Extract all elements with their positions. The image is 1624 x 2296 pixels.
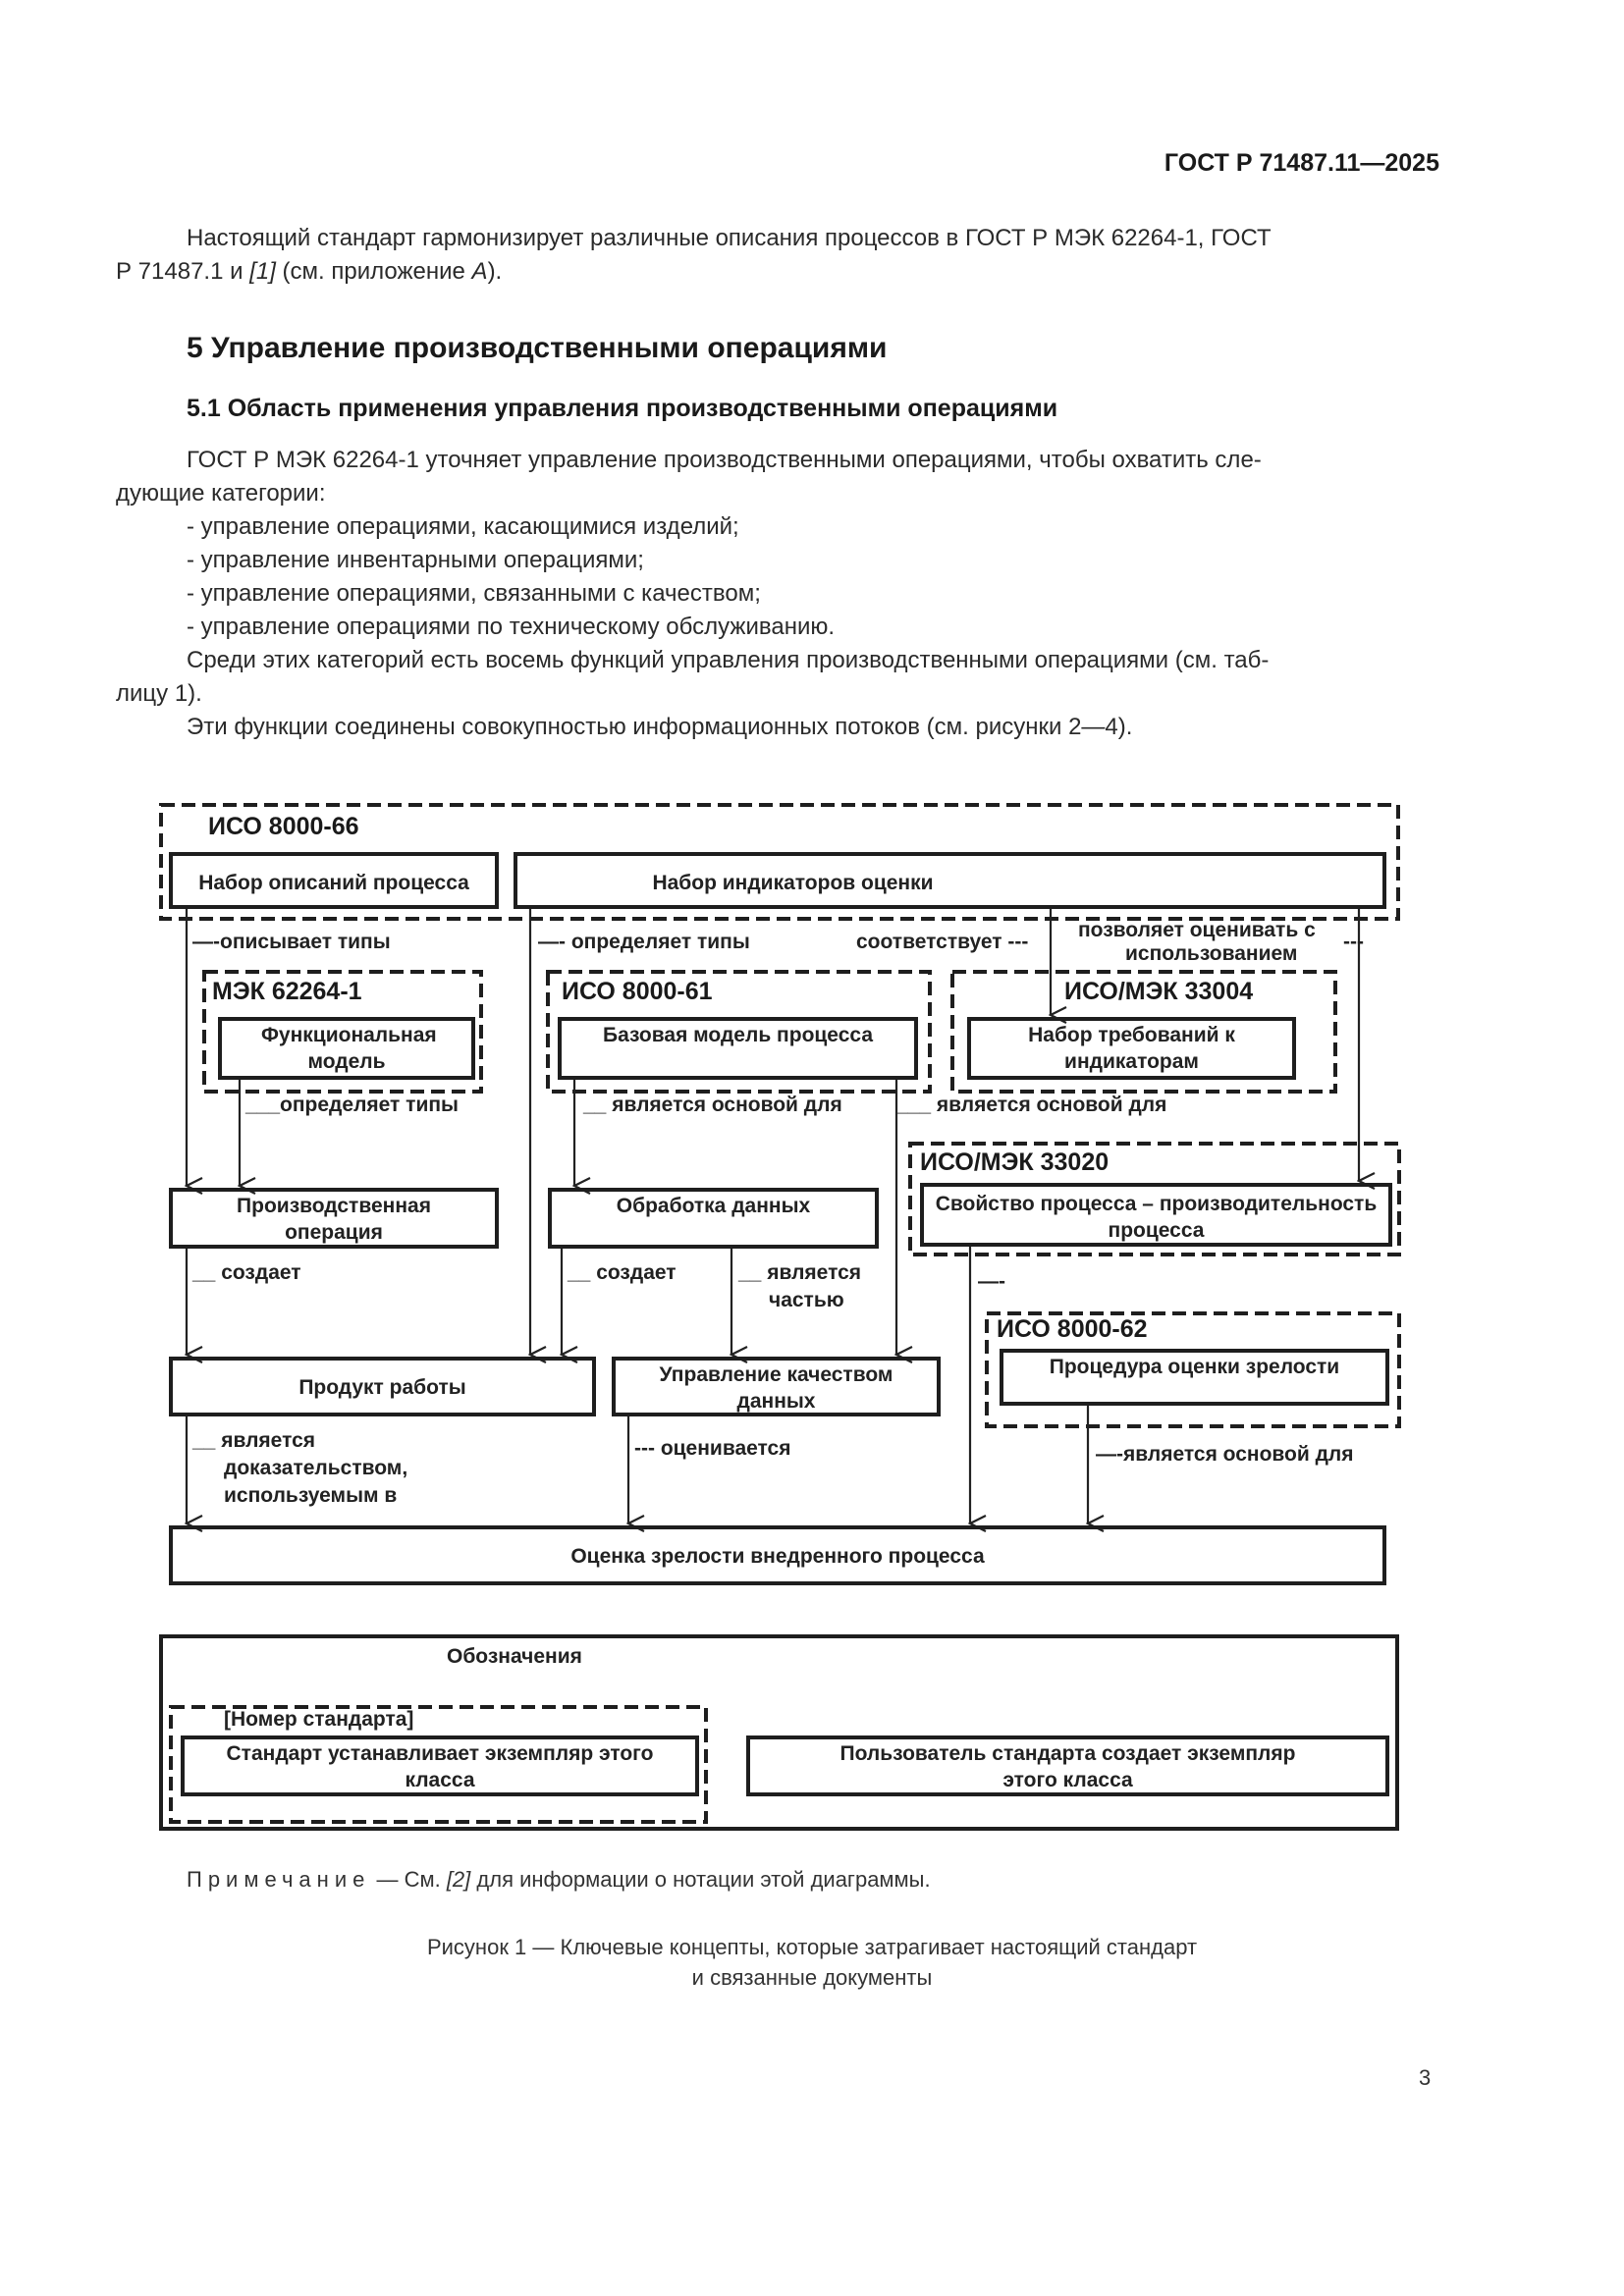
group-title-iec-62264-1: МЭК 62264-1: [212, 978, 362, 1005]
edge-label-is-part-1: __ является: [738, 1261, 862, 1284]
edge-label-is-evidence-1: __ является: [192, 1429, 316, 1452]
intro-paragraph: [116, 222, 1438, 289]
caption-line-1: Рисунок 1 — Ключевые концепты, которые затрагивает настоящий стандарт: [426, 1935, 1198, 1959]
node-process-attribute[interactable]: Свойство процесса – производительность процесса: [920, 1183, 1392, 1247]
group-title-iso-8000-66: ИСО 8000-66: [208, 813, 359, 840]
legend-title: Обозначения: [447, 1645, 582, 1668]
node-maturity-assessment-procedure[interactable]: Процедура оценки зрелости: [1000, 1349, 1389, 1406]
group-title-iso-8000-62: ИСО 8000-62: [997, 1315, 1148, 1343]
edge-label-is-evidence-2: доказательством,: [224, 1457, 408, 1479]
intro-line-2: [116, 255, 1438, 289]
para3: Эти функции соединены совокупностью информационных потоков (см. рисунки 2—4).: [187, 714, 1133, 740]
edge-label-is-assessed: --- оценивается: [634, 1437, 791, 1460]
legend-std-number: [Номер стандарта]: [224, 1708, 414, 1731]
figure-caption: [0, 1932, 1624, 1993]
note-text: для информации о нотации этой диаграммы.: [470, 1867, 931, 1892]
node-work-product[interactable]: Продукт работы: [169, 1357, 596, 1416]
para2-line2: лицу 1).: [116, 680, 202, 707]
edge-label-is-part-2: частью: [769, 1289, 844, 1311]
list-item: - управление операциями, касающимися изделий;: [187, 513, 739, 540]
list-item: - управление инвентарными операциями;: [187, 547, 644, 573]
para1-line2: дующие категории:: [116, 480, 326, 507]
page-number: 3: [1419, 2065, 1432, 2090]
edge-label-allows-assess-1: позволяет оценивать с: [1078, 919, 1316, 941]
bibliography-ref-link[interactable]: [1]: [249, 258, 276, 285]
note-label: Примечание: [187, 1867, 371, 1892]
node-production-operation[interactable]: Производственная операция: [169, 1188, 499, 1249]
group-title-iso-8000-61: ИСО 8000-61: [562, 978, 713, 1005]
annex-ref-link[interactable]: А: [471, 258, 488, 285]
figure-note: [187, 1867, 931, 1893]
para1-line1: ГОСТ Р МЭК 62264-1 уточняет управление производственными операциями, чтобы охватить сле-: [187, 447, 1262, 473]
node-data-quality-management[interactable]: Управление качеством данных: [612, 1357, 941, 1416]
edge-label-is-basis-1: __ является основой для: [583, 1094, 842, 1116]
subsection-title: 5.1 Область применения управления производственными операциями: [187, 395, 1058, 422]
list-item: - управление операциями, связанными с качеством;: [187, 580, 761, 607]
edge-label-creates-1: __ создает: [192, 1261, 301, 1284]
section-body: [116, 444, 1438, 744]
legend-box: [159, 1634, 1399, 1831]
edge-label-creates-2: __ создает: [568, 1261, 677, 1284]
intro-text: Настоящий стандарт гармонизирует различные описания процессов в ГОСТ Р МЭК 62264-1, ГОСТ: [187, 225, 1272, 251]
node-data-processing[interactable]: Обработка данных: [548, 1188, 879, 1249]
list-item: - управление операциями по техническому обслуживанию.: [187, 614, 836, 640]
legend-user-instance: Пользователь стандарта создает экземпляр этого класса: [746, 1735, 1389, 1796]
bibliography-ref-link[interactable]: [2]: [446, 1867, 471, 1892]
node-process-descriptions[interactable]: Набор описаний процесса: [169, 852, 499, 909]
edge-label-allows-assess-dash: ---: [1343, 931, 1364, 953]
edge-label-corresponds: соответствует ---: [856, 931, 1029, 953]
group-title-iso-iec-33020: ИСО/МЭК 33020: [920, 1148, 1110, 1176]
page-header: ГОСТ Р 71487.11—2025: [1164, 149, 1439, 177]
group-title-iso-iec-33004: ИСО/МЭК 33004: [1064, 978, 1254, 1005]
intro-line-1: [187, 222, 1438, 255]
caption-line-2: и связанные документы: [691, 1965, 933, 1990]
edge-label-is-basis-3: —-является основой для: [1096, 1443, 1354, 1466]
intro-text: (см. приложение: [275, 258, 472, 285]
edge-label-defines-types: —- определяет типы: [538, 931, 750, 953]
intro-text: Р 71487.1 и: [116, 258, 250, 285]
node-base-process-model[interactable]: Базовая модель процесса: [558, 1017, 918, 1080]
edge-label-is-basis-2: ___ является основой для: [896, 1094, 1167, 1116]
para2-line1: Среди этих категорий есть восемь функций управления производственными операциями (см. таб-: [187, 647, 1270, 673]
node-indicator-requirements[interactable]: Набор требований к индикаторам: [967, 1017, 1296, 1080]
section-title: 5 Управление производственными операциями: [187, 332, 888, 364]
edge-label-dash-33020: —-: [978, 1270, 1005, 1293]
node-functional-model[interactable]: Функциональная модель: [218, 1017, 475, 1080]
edge-label-defines-types-2: ___определяет типы: [245, 1094, 459, 1116]
note-text: — См.: [370, 1867, 447, 1892]
intro-text: ).: [487, 258, 503, 285]
node-implemented-process-assessment[interactable]: Оценка зрелости внедренного процесса: [169, 1525, 1386, 1585]
node-assessment-indicators[interactable]: Набор индикаторов оценки: [514, 852, 1386, 909]
edge-label-is-evidence-3: используемым в: [224, 1484, 398, 1507]
edge-label-allows-assess-2: использованием: [1125, 942, 1298, 965]
legend-std-instance: Стандарт устанавливает экземпляр этого класса: [181, 1735, 699, 1796]
edge-label-describes-types: —-описывает типы: [192, 931, 391, 953]
